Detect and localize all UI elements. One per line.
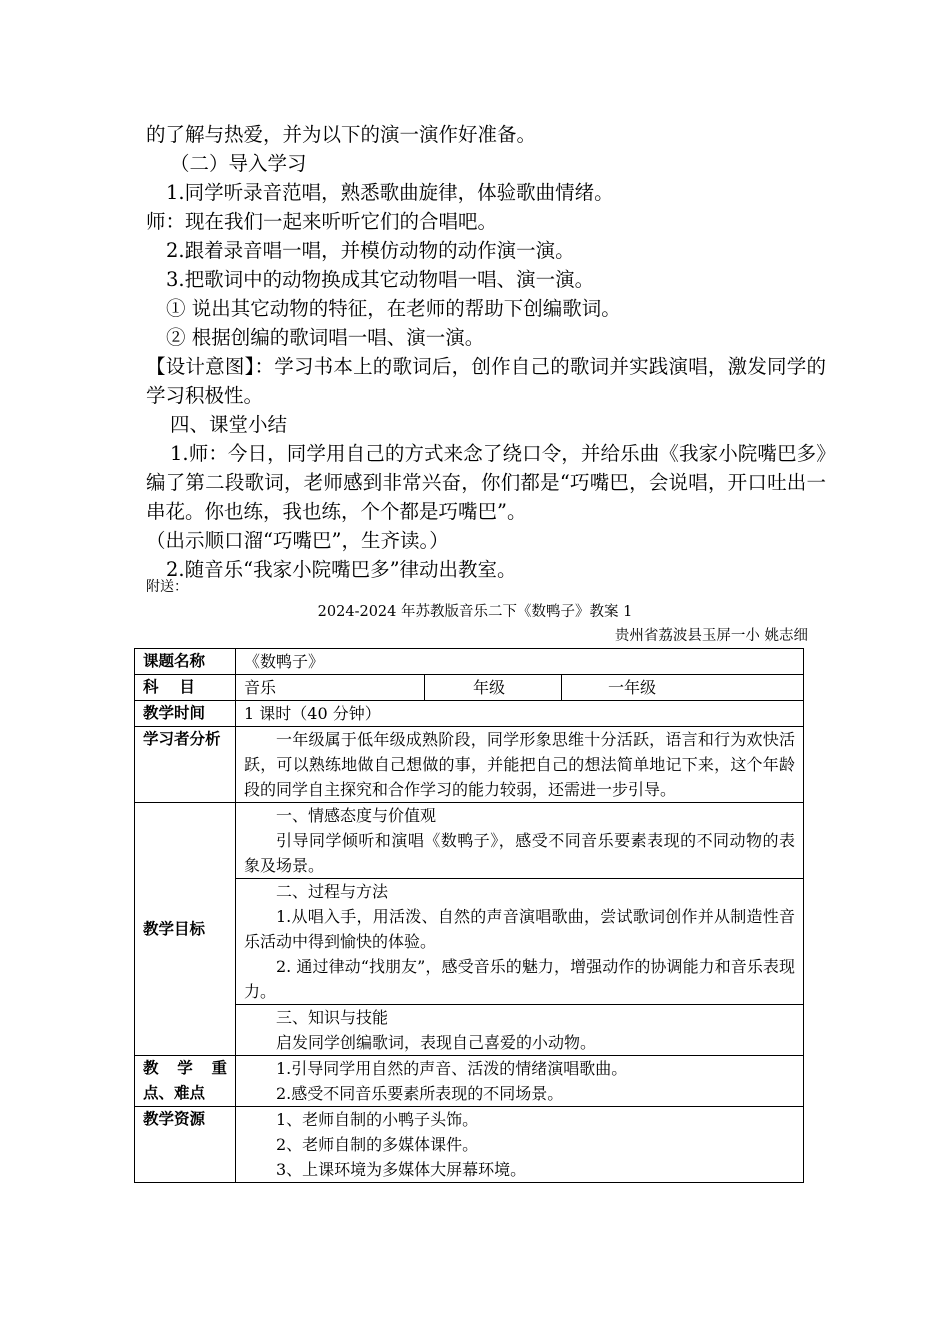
topic-label: 课题名称: [135, 649, 236, 675]
subject-label: 科 目: [135, 675, 236, 701]
body-line: ② 根据创编的歌词唱一唱、演一演。: [166, 326, 485, 349]
appendix-label: 附送：: [146, 579, 188, 595]
goal-block-3: [236, 1005, 804, 1056]
body-line: 2.随音乐“我家小院嘴巴多”律动出教室。: [166, 558, 517, 581]
table-row: [135, 727, 804, 803]
resource-item: 1、老师自制的小鸭子头饰。: [276, 1110, 479, 1129]
body-line: （出示顺口溜“巧嘴巴”，生齐读。）: [146, 529, 449, 552]
goal-block-1: [236, 803, 804, 879]
table-row: [135, 701, 804, 727]
goal-heading: 一、情感态度与价值观: [276, 806, 437, 825]
learner-analysis-text: 一年级属于低年级成熟阶段，同学形象思维十分活跃，语言和行为欢快活跃，可以熟练地做自己想做的事，并能把自己的想法简单地记下来，这个年龄段的同学自主探究和合作学习的能力较弱，还需进一步引导。: [236, 727, 804, 803]
resources-cell: [236, 1107, 804, 1183]
time-value: 1 课时（40 分钟）: [236, 701, 804, 727]
goal-text: 启发同学创编歌词，表现自己喜爱的小动物。: [276, 1033, 597, 1052]
body-line: 1.同学听录音范唱，熟悉歌曲旋律，体验歌曲情绪。: [166, 181, 614, 204]
resource-item: 2、老师自制的多媒体课件。: [276, 1135, 479, 1154]
goal-text: 1.从唱入手，用活泼、自然的声音演唱歌曲，尝试歌词创作并从制造性音乐活动中得到愉快的体验。: [244, 907, 795, 951]
table-row: [135, 675, 804, 701]
key-point: 1.引导同学用自然的声音、活泼的情绪演唱歌曲。: [276, 1059, 628, 1078]
table-row: [135, 1056, 804, 1107]
key-points-cell: [236, 1056, 804, 1107]
lesson-body-text: [146, 120, 826, 584]
resources-label: 教学资源: [135, 1107, 236, 1183]
document-title: 2024-2024 年苏教版音乐二下《数鸭子》教案 1: [317, 604, 633, 620]
goal-heading: 二、过程与方法: [276, 882, 389, 901]
table-row: [135, 649, 804, 675]
summary-paragraph: 1.师：今日，同学用自己的方式来念了绕口令，并给乐曲《我家小院嘴巴多》编了第二段歌词，老师感到非常兴奋，你们都是“巧嘴巴，会说唱，开口吐出一串花。你也练，我也练，个个都是巧嘴巴”。: [146, 442, 826, 523]
body-line: ① 说出其它动物的特征，在老师的帮助下创编歌词。: [166, 297, 621, 320]
table-row: [135, 1005, 804, 1056]
section-heading: 四、课堂小结: [170, 413, 288, 436]
body-line: 3.把歌词中的动物换成其它动物唱一唱、演一演。: [166, 268, 595, 291]
goal-text: 引导同学倾听和演唱《数鸭子》，感受不同音乐要素表现的不同动物的表象及场景。: [244, 831, 795, 875]
section-heading: （二）导入学习: [170, 152, 307, 175]
author-line: 贵州省荔波县玉屏一小 姚志细: [614, 628, 808, 644]
goal-heading: 三、知识与技能: [276, 1008, 389, 1027]
time-label: 教学时间: [135, 701, 236, 727]
resource-item: 3、上课环境为多媒体大屏幕环境。: [276, 1160, 527, 1179]
lesson-plan-table: [134, 648, 804, 1183]
topic-value: 《数鸭子》: [236, 649, 804, 675]
learner-analysis-label: 学习者分析: [135, 727, 236, 803]
body-line: 师：现在我们一起来听听它们的合唱吧。: [146, 210, 498, 233]
key-points-label: 教 学 重 点、难点: [135, 1056, 236, 1107]
table-row: [135, 1107, 804, 1183]
key-point: 2.感受不同音乐要素所表现的不同场景。: [276, 1084, 564, 1103]
teaching-goals-label: 教学目标: [135, 803, 236, 1056]
grade-label: 年级: [425, 675, 562, 701]
body-line: 2.跟着录音唱一唱，并模仿动物的动作演一演。: [166, 239, 575, 262]
goal-text: 2. 通过律动“找朋友”，感受音乐的魅力，增强动作的协调能力和音乐表现力。: [244, 957, 795, 1001]
table-row: [135, 879, 804, 1005]
body-line: 的了解与热爱，并为以下的演一演作好准备。: [146, 123, 537, 146]
design-intent-paragraph: 【设计意图】：学习书本上的歌词后，创作自己的歌词并实践演唱，激发同学的学习积极性。: [146, 355, 826, 407]
subject-value: 音乐: [236, 675, 425, 701]
grade-value: 一年级: [562, 675, 804, 701]
table-row: [135, 803, 804, 879]
goal-block-2: [236, 879, 804, 1005]
